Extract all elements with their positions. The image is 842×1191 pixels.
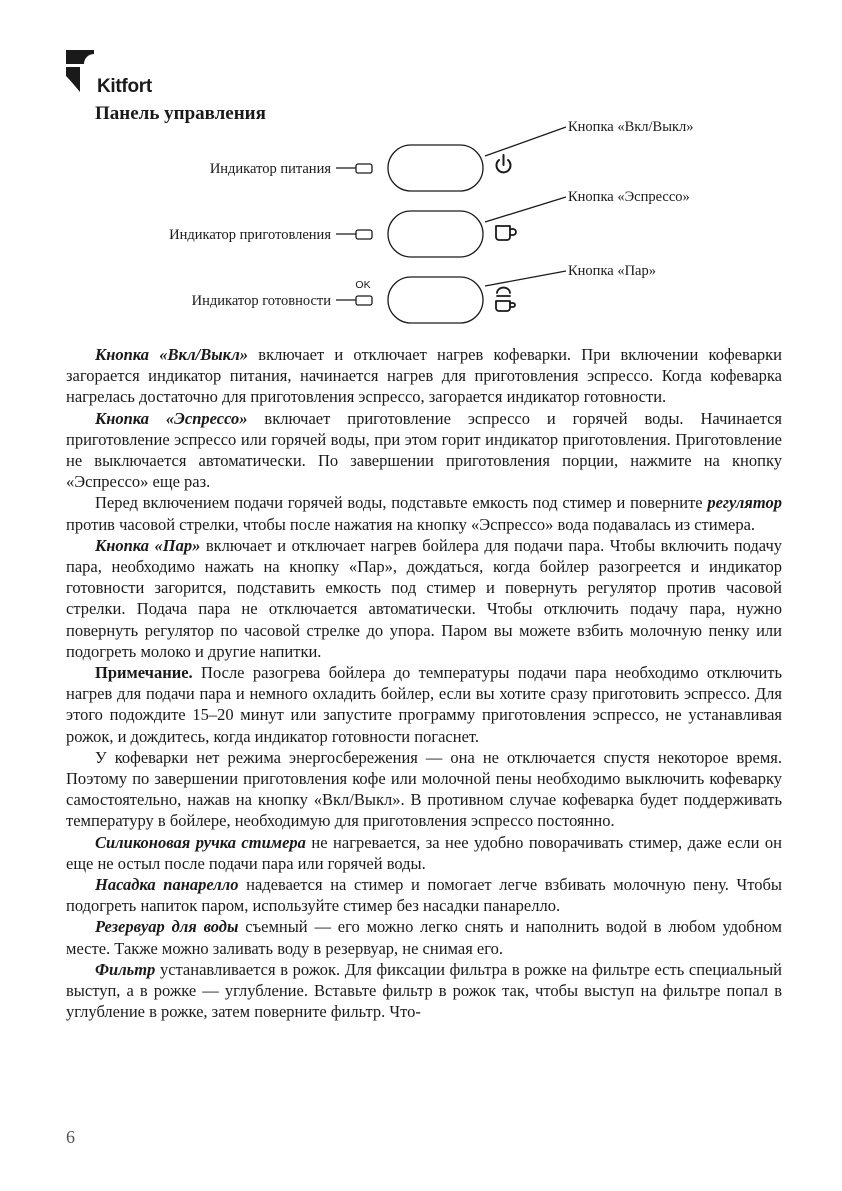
paragraph-water-tank <box>66 916 782 958</box>
cup-icon <box>496 226 516 240</box>
paragraph-text: устанавливается в рожок. Для фиксации фильтра в рожке на фильтре есть специальный выступ, а в рожке — углубление. Вставьте фильтр в рожок так, чтобы выступ на фильтре попал в углубление в рожке, затем поверните фильтр. Что- <box>66 959 782 1022</box>
paragraph-hot-water <box>66 492 782 534</box>
paragraph-text: не нагревается, за нее удобно поворачивать стимер, даже если он еще не остыл после подачи пара или горячей воды. <box>66 832 782 873</box>
term-panarello: Насадка панарелло <box>95 875 239 895</box>
body-text <box>66 344 782 1023</box>
kitfort-logo-mark <box>66 50 94 92</box>
power-button[interactable] <box>388 145 483 191</box>
paragraph-text: съемный — его можно легко снять и наполнить водой в любом удобном месте. Также можно заливать воду в резервуар, не снимая его. <box>66 917 782 958</box>
term-regulator: регулятор <box>707 493 782 513</box>
term-espresso-button: Кнопка «Эспрессо» <box>95 408 248 428</box>
term-steamer-handle: Силиконовая ручка стимера <box>95 832 306 852</box>
kitfort-logo <box>66 50 186 98</box>
espresso-button[interactable] <box>388 211 483 257</box>
term-water-tank: Резервуар для воды <box>95 917 239 937</box>
page-number: 6 <box>66 1127 75 1147</box>
paragraph-text: включает приготовление эспрессо и горячей воды. Начинается приготовление эспрессо или горячей воды, при этом горит индикатор приготовления. Приготовление не выключается автоматически. По завершении приготовления порции, нажмите на кнопку «Эспрессо» еще раз. <box>66 408 782 492</box>
paragraph-steam-button <box>66 535 782 662</box>
paragraph-text: включает и отключает нагрев бойлера для подачи пара. Чтобы включить подачу пара, необходимо нажать на кнопку «Пар», дождаться, когда бойлер разогреется и индикатор готовности загорится, подставить емкость под стимер и повернуть регулятор против часовой стрелки. Подача пара не отключается автоматически. Чтобы отключить подачу пара, нужно повернуть регулятор по часовой стрелке до упора. Паром вы можете взбить молочную пенку или подогреть молоко и другие напитки. <box>66 535 782 661</box>
power-icon <box>497 155 511 172</box>
paragraph-panarello <box>66 874 782 916</box>
paragraph-filter <box>66 959 782 1023</box>
power-button-label: Кнопка «Вкл/Выкл» <box>568 120 694 135</box>
brand-name: Kitfort <box>97 76 152 97</box>
paragraph-text: против часовой стрелки, чтобы после нажатия на кнопку «Эспрессо» вода подавалась из стимера. <box>66 514 756 534</box>
paragraph-note <box>66 662 782 747</box>
brew-indicator-label: Индикатор приготовления <box>169 227 331 243</box>
paragraph-steamer-handle <box>66 832 782 874</box>
section-title: Панель управления <box>95 103 266 124</box>
term-steam-button: Кнопка «Пар» <box>95 535 201 555</box>
paragraph-text: После разогрева бойлера до температуры подачи пара необходимо отключить нагрев для подачи пара и немного охладить бойлер, если вы хотите сразу приготовить эспрессо. Для этого подождите 15–20 минут или запустите программу приготовления эспрессо, не устанавливая рожок, и дождитесь, когда индикатор готовности погаснет. <box>66 663 782 746</box>
ready-indicator-label: Индикатор готовности <box>191 293 331 309</box>
espresso-button-label: Кнопка «Эспрессо» <box>568 189 690 205</box>
paragraph-text: У кофеварки нет режима энергосбережения — она не отключается спустя некоторое время. Поэтому по завершении приготовления кофе или молочной пены необходимо выключить кофеварку самостоятельно, нажав на кнопку «Вкл/Выкл». В противном случае кофеварка будет поддерживать температуру в бойлере, необходимую для приготовления эспрессо постоянно. <box>66 747 782 831</box>
power-indicator-label: Индикатор питания <box>209 161 331 177</box>
paragraph-text: Перед включением подачи горячей воды, подставьте емкость под стимер и поверните <box>95 493 708 513</box>
power-indicator <box>356 164 372 173</box>
paragraph-text: надевается на стимер и помогает легче взбивать молочную пену. Чтобы подогреть напиток паром, используйте стимер без насадки панарелло. <box>66 875 782 916</box>
brew-indicator <box>356 230 372 239</box>
paragraph-text: включает и отключает нагрев кофеварки. При включении кофеварки загорается индикатор питания, начинается нагрев для приготовления эспрессо. Когда кофеварка нагрелась достаточно для приготовления эспрессо, загорается индикатор готовности. <box>66 345 782 407</box>
steam-cup-icon <box>496 288 515 311</box>
term-power-button: Кнопка «Вкл/Выкл» <box>95 345 249 364</box>
paragraph-espresso-button <box>66 408 782 493</box>
note-label: Примечание. <box>95 663 193 683</box>
term-filter: Фильтр <box>95 959 156 979</box>
paragraph-energy-saving <box>66 747 782 832</box>
steam-button-label: Кнопка «Пар» <box>568 263 656 279</box>
ok-label: OK <box>355 279 371 291</box>
control-panel-diagram <box>0 120 842 340</box>
steam-button[interactable] <box>388 277 483 323</box>
paragraph-power-button <box>66 344 782 408</box>
ready-indicator <box>356 296 372 305</box>
